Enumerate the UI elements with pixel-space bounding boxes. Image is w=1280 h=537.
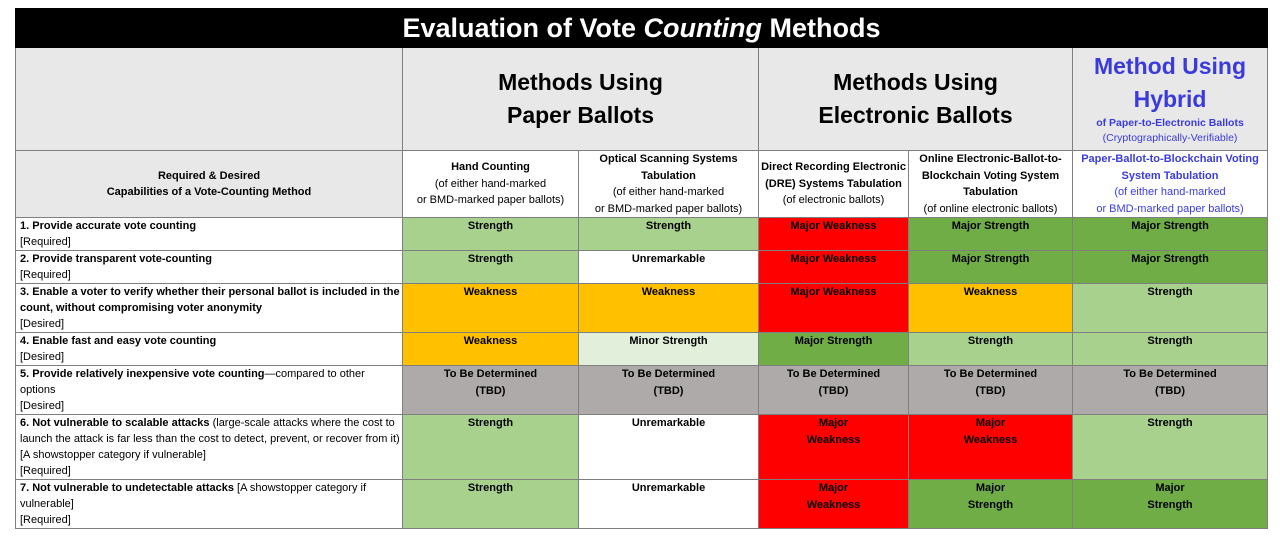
- rating-cell: Strength: [909, 333, 1073, 366]
- rating-cell: Major Weakness: [759, 284, 909, 333]
- rating-cell: Major Strength: [1073, 251, 1268, 284]
- rating-cell: Weakness: [579, 284, 759, 333]
- col-paper-blockchain: Paper-Ballot-to-Blockchain Voting System Tabulation (of either hand-marked or BMD-marked paper ballots): [1073, 151, 1268, 218]
- rating-cell: Major Weakness: [759, 218, 909, 251]
- rating-cell: Unremarkable: [579, 251, 759, 284]
- rating-cell: Strength: [1073, 415, 1268, 480]
- group-paper-ballots: Methods Using Paper Ballots: [403, 48, 759, 151]
- capabilities-header: Required & Desired Capabilities of a Vote-Counting Method: [16, 151, 403, 218]
- rating-cell: Weakness: [403, 284, 579, 333]
- rating-cell: Unremarkable: [579, 415, 759, 480]
- rating-cell: Weakness: [403, 333, 579, 366]
- rating-cell: Strength: [403, 480, 579, 529]
- rating-cell: To Be Determined (TBD): [1073, 366, 1268, 415]
- rating-cell: Strength: [1073, 284, 1268, 333]
- rating-cell: To Be Determined (TBD): [759, 366, 909, 415]
- row-label: 3. Enable a voter to verify whether their personal ballot is included in the count, without compromising voter anonymity [Desired]: [16, 284, 403, 333]
- row-label: 2. Provide transparent vote-counting [Required]: [16, 251, 403, 284]
- rating-cell: Strength: [579, 218, 759, 251]
- col-dre: Direct Recording Electronic (DRE) Systems Tabulation (of electronic ballots): [759, 151, 909, 218]
- table-row: [16, 218, 1268, 251]
- rating-cell: To Be Determined (TBD): [403, 366, 579, 415]
- blank-corner: [16, 48, 403, 151]
- rating-cell: Strength: [403, 415, 579, 480]
- group-hybrid: Method Using Hybrid of Paper-to-Electronic Ballots (Cryptographically-Verifiable): [1073, 48, 1268, 151]
- table-row: [16, 333, 1268, 366]
- table-row: [16, 284, 1268, 333]
- group-electronic-ballots: Methods Using Electronic Ballots: [759, 48, 1073, 151]
- rating-cell: Major Strength: [909, 218, 1073, 251]
- page-title: Evaluation of Vote Counting Methods: [16, 9, 1268, 48]
- rating-cell: To Be Determined (TBD): [579, 366, 759, 415]
- rating-cell: Weakness: [909, 284, 1073, 333]
- rating-cell: Major Strength: [759, 333, 909, 366]
- table-row: [16, 251, 1268, 284]
- row-label: 7. Not vulnerable to undetectable attacks [A showstopper category if vulnerable] [Required]: [16, 480, 403, 529]
- rating-cell: Major Strength: [1073, 480, 1268, 529]
- rating-cell: Major Strength: [1073, 218, 1268, 251]
- rating-cell: Major Weakness: [759, 251, 909, 284]
- table-row: [16, 415, 1268, 480]
- rating-cell: Major Weakness: [759, 415, 909, 480]
- rating-cell: Major Weakness: [909, 415, 1073, 480]
- col-online-blockchain: Online Electronic-Ballot-to-Blockchain Voting System Tabulation (of online electronic ballots): [909, 151, 1073, 218]
- table-row: [16, 480, 1268, 529]
- rating-cell: Unremarkable: [579, 480, 759, 529]
- row-label: 5. Provide relatively inexpensive vote counting—compared to other options [Desired]: [16, 366, 403, 415]
- rating-cell: Major Strength: [909, 480, 1073, 529]
- rating-cell: Strength: [1073, 333, 1268, 366]
- rating-cell: Strength: [403, 251, 579, 284]
- rating-cell: Minor Strength: [579, 333, 759, 366]
- row-label: 6. Not vulnerable to scalable attacks (large-scale attacks where the cost to launch the attack is far less than the cost to detect, prevent, or recover from it) [A showstopper category if vulnerable] [Required]: [16, 415, 403, 480]
- rating-cell: To Be Determined (TBD): [909, 366, 1073, 415]
- evaluation-table: [15, 8, 1268, 529]
- col-hand-counting: Hand Counting (of either hand-marked or BMD-marked paper ballots): [403, 151, 579, 218]
- rating-cell: Major Weakness: [759, 480, 909, 529]
- rating-cell: Major Strength: [909, 251, 1073, 284]
- row-label: 1. Provide accurate vote counting [Required]: [16, 218, 403, 251]
- evaluation-table-frame: [15, 8, 1267, 529]
- table-row: [16, 366, 1268, 415]
- col-optical-scanning: Optical Scanning Systems Tabulation (of either hand-marked or BMD-marked paper ballots): [579, 151, 759, 218]
- rating-cell: Strength: [403, 218, 579, 251]
- row-label: 4. Enable fast and easy vote counting [Desired]: [16, 333, 403, 366]
